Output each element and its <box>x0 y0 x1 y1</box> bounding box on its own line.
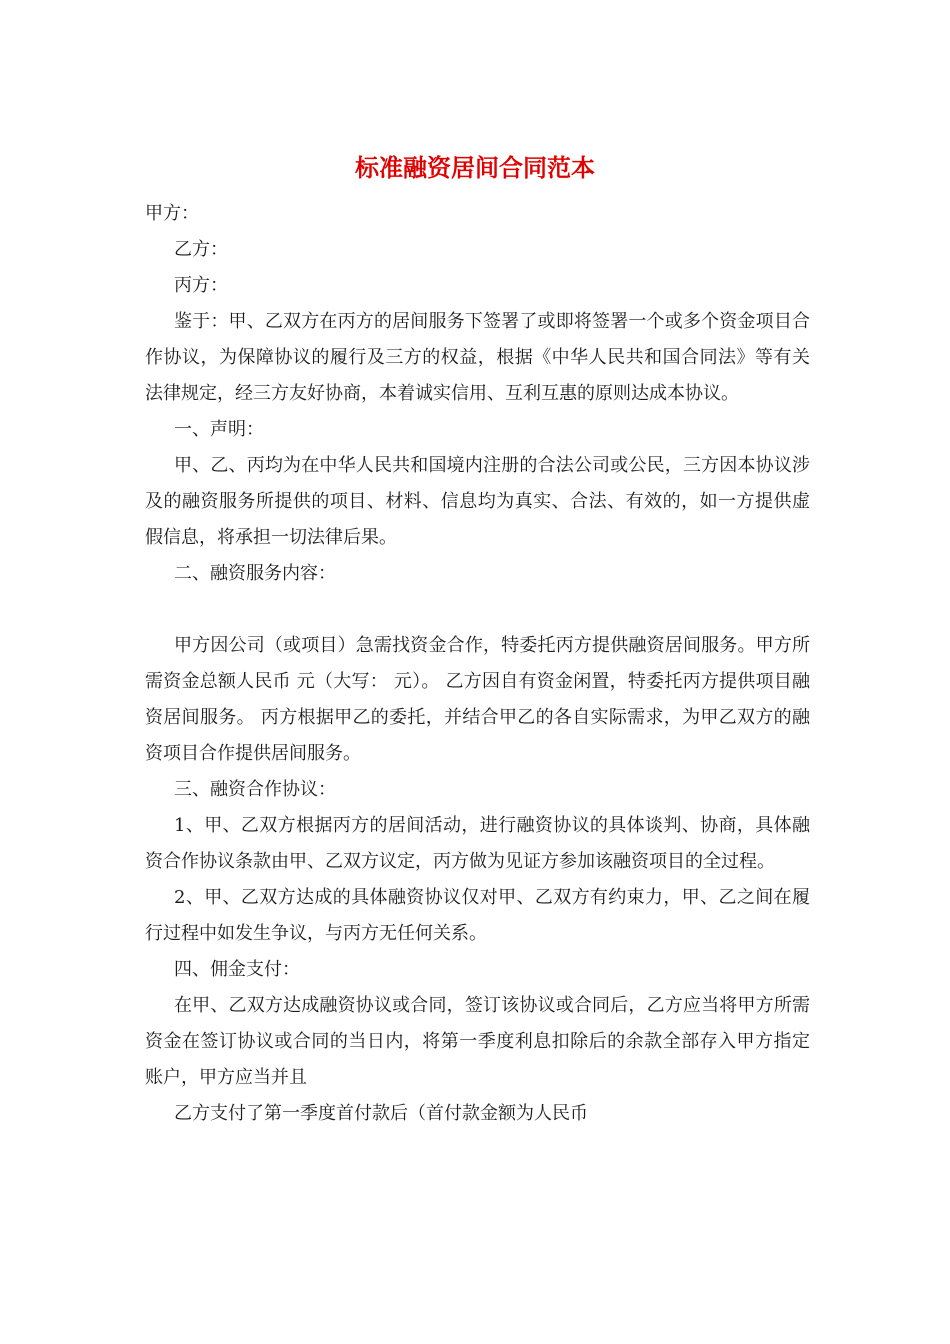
section-heading-commission-payment: 四、佣金支付： <box>174 959 300 980</box>
preamble-paragraph: 鉴于：甲、乙双方在丙方的居间服务下签署了或即将签署一个或多个资金项目合作协议，为保障协议的履行及三方的权益，根据《中华人民共和国合同法》等有关法律规定，经三方友好协商，本着诚实信用、互利互惠的原则达成本协议。 <box>145 311 810 404</box>
service-content-paragraph: 甲方因公司（或项目）急需找资金合作，特委托丙方提供融资居间服务。甲方所需资金总额人民币 元（大写： 元）。 乙方因自有资金闲置，特委托丙方提供项目融资居间服务。 丙方根据甲乙的委托，并结合甲乙的各自实际需求，为甲乙双方的融资项目合作提供居间服务。 <box>145 635 810 764</box>
section-heading-cooperation-agreement: 三、融资合作协议： <box>174 779 336 800</box>
document-title: 标准融资居间合同范本 <box>355 154 595 182</box>
document-body <box>145 196 810 1132</box>
party-c-line: 丙方： <box>174 275 228 296</box>
party-b-line: 乙方： <box>174 239 228 260</box>
party-a-line: 甲方： <box>145 203 199 224</box>
cooperation-clause-1: 1、甲、乙双方根据丙方的居间活动，进行融资协议的具体谈判、协商，具体融资合作协议条款由甲、乙双方议定，丙方做为见证方参加该融资项目的全过程。 <box>145 815 810 872</box>
section-heading-service-content: 二、融资服务内容： <box>174 563 336 584</box>
section-heading-declaration: 一、声明： <box>174 419 264 440</box>
declaration-paragraph: 甲、乙、丙均为在中华人民共和国境内注册的合法公司或公民，三方因本协议涉及的融资服务所提供的项目、材料、信息均为真实、合法、有效的，如一方提供虚假信息，将承担一切法律后果。 <box>145 455 810 548</box>
commission-paragraph: 在甲、乙双方达成融资协议或合同，签订该协议或合同后，乙方应当将甲方所需资金在签订协议或合同的当日内，将第一季度利息扣除后的余款全部存入甲方指定账户，甲方应当并且 <box>145 995 810 1088</box>
first-payment-paragraph: 乙方支付了第一季度首付款后（首付款金额为人民币 <box>174 1103 588 1124</box>
cooperation-clause-2: 2、甲、乙双方达成的具体融资协议仅对甲、乙双方有约束力，甲、乙之间在履行过程中如发生争议，与丙方无任何关系。 <box>145 887 810 944</box>
